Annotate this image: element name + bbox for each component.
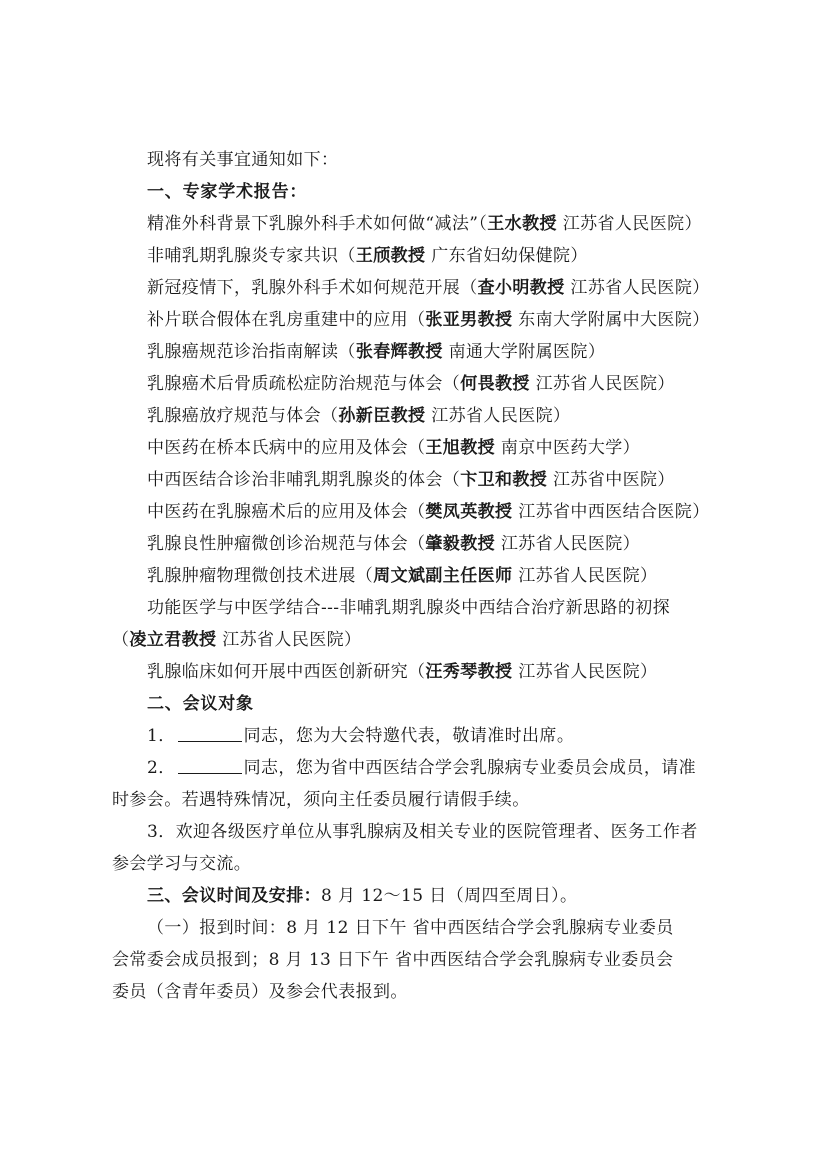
intro-text: 现将有关事宜通知如下： [147, 150, 339, 170]
report-item-long-line2: （凌立君教授 江苏省人民医院） [112, 630, 362, 650]
name-blank [178, 725, 242, 742]
section-heading-schedule: 三、会议时间及安排：8 月 12～15 日（周四至周日）。 [147, 886, 578, 906]
report-item: 乳腺癌术后骨质疏松症防治规范与体会（何畏教授 江苏省人民医院） [147, 374, 675, 394]
report-item: 乳腺临床如何开展中西医创新研究（汪秀琴教授 江苏省人民医院） [147, 662, 658, 682]
report-item: 精准外科背景下乳腺外科手术如何做“减法”（王水教授 江苏省人民医院） [147, 214, 702, 234]
speaker-name: 汪秀琴教授 [425, 662, 513, 682]
speaker-name: 王旭教授 [425, 438, 496, 458]
report-item: 乳腺癌放疗规范与体会（孙新臣教授 江苏省人民医院） [147, 406, 571, 426]
speaker-name: 张春辉教授 [355, 342, 443, 362]
report-item: 乳腺肿瘤物理微创技术进展（周文斌副主任医师 江苏省人民医院） [147, 566, 658, 586]
report-item: 乳腺癌规范诊治指南解读（张春辉教授 南通大学附属医院） [147, 342, 606, 362]
report-item: 中医药在乳腺癌术后的应用及体会（樊凤英教授 江苏省中西医结合医院） [147, 502, 710, 522]
section-heading-attendees: 二、会议对象 [147, 694, 254, 714]
speaker-name: 何畏教授 [460, 374, 530, 394]
schedule-line: 会常委会成员报到；8 月 13 日下午 省中西医结合学会乳腺病专业委员会 [112, 950, 674, 970]
schedule-line: （一）报到时间：8 月 12 日下午 省中西医结合学会乳腺病专业委员 [147, 918, 674, 938]
report-item: 乳腺良性肿瘤微创诊治规范与体会（肇毅教授 江苏省人民医院） [147, 534, 641, 554]
speaker-name: 王水教授 [487, 214, 557, 234]
schedule-line: 委员（含青年委员）及参会代表报到。 [112, 982, 408, 1002]
attendee-item-3-line2: 参会学习与交流。 [112, 854, 252, 874]
report-item: 补片联合假体在乳房重建中的应用（张亚男教授 东南大学附属中大医院） [147, 310, 710, 330]
speaker-name: 凌立君教授 [129, 630, 217, 650]
speaker-name: 孙新臣教授 [338, 406, 426, 426]
name-blank [178, 757, 242, 774]
speaker-name: 张亚男教授 [425, 310, 513, 330]
speaker-name: 肇毅教授 [425, 534, 496, 554]
speaker-name: 樊凤英教授 [425, 502, 513, 522]
report-item: 新冠疫情下，乳腺外科手术如何规范开展（查小明教授 江苏省人民医院） [147, 278, 710, 298]
section-heading-reports: 一、专家学术报告： [147, 182, 308, 202]
attendee-item-1: 1． 同志，您为大会特邀代表，敬请准时出席。 [147, 726, 575, 746]
report-item: 中西医结合诊治非哺乳期乳腺炎的体会（卞卫和教授 江苏省中医院） [147, 470, 675, 490]
speaker-name: 王颀教授 [355, 246, 426, 266]
report-item: 非哺乳期乳腺炎专家共识（王颀教授 广东省妇幼保健院） [147, 246, 588, 266]
report-item: 中医药在桥本氏病中的应用及体会（王旭教授 南京中医药大学） [147, 438, 641, 458]
speaker-name: 卞卫和教授 [460, 470, 548, 490]
speaker-name: 周文斌副主任医师 [373, 566, 513, 586]
attendee-item-2-line2: 时参会。若遇特殊情况，须向主任委员履行请假手续。 [112, 790, 530, 810]
speaker-name: 查小明教授 [477, 278, 565, 298]
attendee-item-3-line1: 3．欢迎各级医疗单位从事乳腺病及相关专业的医院管理者、医务工作者 [147, 822, 698, 842]
report-item-long-line1: 功能医学与中医学结合---非哺乳期乳腺炎中西结合治疗新思路的初探 [147, 598, 671, 618]
attendee-item-2-line1: 2． 同志，您为省中西医结合学会乳腺病专业委员会成员，请准 [147, 758, 697, 778]
